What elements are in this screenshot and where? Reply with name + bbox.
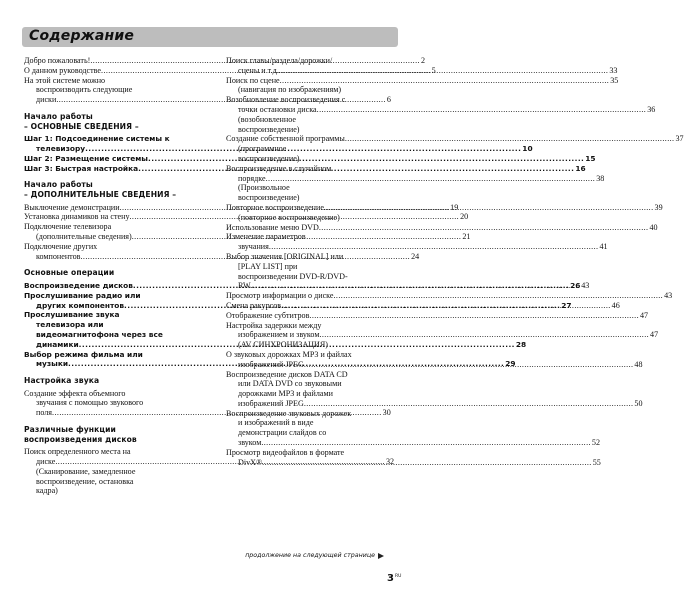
toc-page-number: 47 <box>640 310 649 320</box>
toc-entry-text: видеомагнитофона через все <box>36 329 163 339</box>
toc-page-number: 50 <box>634 398 643 408</box>
section-heading-line: воспроизведения дисков <box>24 434 137 444</box>
toc-entry-text: Прослушивание звука <box>24 310 120 320</box>
toc-entry-text: Шаг 1: Подсоединение системы к <box>24 134 170 144</box>
toc-entry-text: Изменение параметров <box>226 232 306 242</box>
section-heading-line: – ОСНОВНЫЕ СВЕДЕНИЯ – <box>24 121 139 131</box>
toc-page-number: 41 <box>599 242 608 252</box>
toc-entry-text: Воспроизведение в случайном <box>226 163 332 173</box>
toc-entry-text: Использование меню DVD <box>226 222 319 232</box>
toc-entry-text: DivX® <box>238 457 263 467</box>
toc-page-number: 37 <box>675 134 684 144</box>
toc-entry-text: демонстрации слайдов со <box>238 428 327 438</box>
toc-page-number: 20 <box>460 212 469 222</box>
toc-entry-text: изображением и звуком <box>238 330 320 340</box>
toc-entry-text: изображений JPEG <box>238 359 304 369</box>
toc-entry-text: сцены и т.д. <box>238 65 279 75</box>
toc-entry-text: Выключение демонстрации <box>24 202 120 212</box>
toc-leader-dots <box>334 291 664 300</box>
toc-entry-text: Просмотр видеофайлов в формате <box>226 447 345 457</box>
toc-page-number: 46 <box>611 300 620 310</box>
toc-entry[interactable] <box>226 369 643 409</box>
toc-entry-subtext: воспроизведение) <box>238 124 300 134</box>
section-heading-line: Основные операции <box>24 268 115 278</box>
toc-entry-text: телевизора или <box>36 320 104 330</box>
toc-entry-text: [PLAY LIST] при <box>238 261 298 271</box>
toc-entry-text: Выбор значения [ORIGINAL] или <box>226 251 344 261</box>
toc-page-number: 10 <box>522 143 533 153</box>
toc-page-number: 29 <box>505 359 516 369</box>
section-heading-sound <box>24 376 204 386</box>
toc-entry-text: Возобновление воспроизведения с <box>226 95 346 105</box>
toc-page-number: 47 <box>650 330 659 340</box>
toc-entry-text: Создание собственной программы <box>226 134 345 144</box>
toc-leader-dots <box>319 330 649 339</box>
toc-page-number: 35 <box>610 75 619 85</box>
toc-page-number: 16 <box>575 163 586 173</box>
toc-entry-text: Выбор режима фильма или <box>24 349 143 359</box>
toc-leader-dots <box>261 438 591 447</box>
toc-leader-dots <box>279 66 609 75</box>
arrow-right-icon <box>378 553 384 559</box>
toc-page-number: 52 <box>591 438 601 448</box>
toc-entry-text: Подключение других <box>24 241 98 251</box>
toc-leader-dots <box>309 311 639 320</box>
toc-entry[interactable] <box>226 310 649 321</box>
toc-entry-text: RW <box>238 281 251 291</box>
toc-entry-text: Шаг 2: Размещение системы <box>24 153 148 163</box>
toc-entry-subtext: воспроизведение) <box>238 153 300 163</box>
toc-leader-dots <box>281 301 611 310</box>
toc-entry-text: воспроизведении DVD-R/DVD- <box>238 271 348 281</box>
toc-entry-text: диске <box>36 457 56 467</box>
toc-entry-text: воспроизводить следующие <box>36 85 133 95</box>
toc-entry-subtext: (AV СИНХРОНИЗАЦИЯ) <box>238 340 328 350</box>
toc-entry-text: Настройка задержки между <box>226 320 322 330</box>
section-heading-line: Начало работы <box>24 180 93 190</box>
toc-page-number: 38 <box>596 173 605 183</box>
toc-entry-text: порядке <box>238 173 266 183</box>
toc-entry-text: звучания с помощью звукового <box>36 398 144 408</box>
toc-entry-text: Просмотр информации о диске <box>226 291 334 301</box>
toc-entry[interactable] <box>226 447 601 468</box>
toc-page-number: 26 <box>570 280 581 290</box>
toc-page-number: 43 <box>581 281 590 291</box>
toc-entry-text: звуком <box>238 438 262 448</box>
section-heading-advanced <box>24 180 204 199</box>
toc-page-number: 39 <box>654 202 663 212</box>
toc-entry-text: поля <box>36 408 53 418</box>
toc-entry-text: Воспроизведение звуковых дорожек <box>226 408 352 418</box>
toc-entry-text: Добро пожаловать! <box>24 56 91 65</box>
toc-page-number: 15 <box>585 153 596 163</box>
toc-page-number: 27 <box>561 300 572 310</box>
toc-page-number: 32 <box>385 457 395 467</box>
toc-entry-text: Повторное воспроизведение <box>226 202 324 212</box>
toc-entry-text: других компонентов <box>36 300 125 310</box>
toc-entry-subtext: воспроизведение) <box>238 193 300 203</box>
toc-entry-subtext: (навигация по изображениям) <box>238 85 342 95</box>
toc-leader-dots <box>304 399 634 408</box>
toc-page-number: 19 <box>450 202 459 212</box>
toc-page-number: 6 <box>386 95 391 105</box>
toc-entry-text: Поиск определенного места на <box>24 447 131 457</box>
toc-page-number: 28 <box>515 339 527 349</box>
toc-entry-text: изображений JPEG <box>238 398 304 408</box>
toc-entry-text: или DATA DVD со звуковыми <box>238 379 342 389</box>
toc-page-number: 24 <box>411 251 420 261</box>
toc-leader-dots <box>345 134 675 143</box>
toc-entry-text: Установка динамиков на стену <box>24 212 130 222</box>
toc-leader-dots <box>319 223 649 232</box>
page-number <box>387 573 401 584</box>
toc-entry-text: звучания <box>238 242 269 252</box>
toc-leader-dots <box>317 105 647 114</box>
toc-entry-text: Поиск по сцене <box>226 75 280 85</box>
toc-entry[interactable] <box>226 75 619 96</box>
toc-leader-dots <box>324 203 654 212</box>
toc-entry[interactable] <box>226 222 658 233</box>
toc-entry[interactable] <box>226 56 618 76</box>
toc-entry[interactable] <box>226 291 673 301</box>
toc-page-number: 55 <box>592 457 601 467</box>
toc-entry[interactable] <box>226 95 656 134</box>
toc-page-number: 30 <box>382 408 391 418</box>
toc-entry-text: Отображение субтитров <box>226 310 310 320</box>
toc-page-number: 43 <box>664 291 673 301</box>
section-heading-basic <box>24 112 204 131</box>
toc-entry-text: Создание эффекта объемного <box>24 388 126 398</box>
toc-entry-subtext: кадра) <box>36 486 58 496</box>
toc-entry-text: дорожками MP3 и файлами <box>238 389 333 399</box>
toc-entry-text: Воспроизведение дисков DATA CD <box>226 369 348 379</box>
toc-entry-text: О звуковых дорожках MP3 и файлах <box>226 349 352 359</box>
toc-entry-text: Воспроизведение дисков <box>24 280 133 290</box>
toc-page-number: 48 <box>634 359 643 369</box>
toc-entry[interactable] <box>226 408 601 448</box>
toc-page-number: 40 <box>649 222 658 232</box>
toc-page-number: 36 <box>647 104 656 114</box>
toc-page-number: 21 <box>462 231 471 241</box>
toc-entry-text: На этой системе можно <box>24 75 106 85</box>
toc-entry-text: телевизору <box>36 143 86 153</box>
section-heading-line: – ДОПОЛНИТЕЛЬНЫЕ СВЕДЕНИЯ – <box>24 189 177 199</box>
toc-entry-text: компонентов <box>36 251 81 261</box>
toc-entry-subtext: (программное <box>238 144 287 154</box>
contents-title: Содержание <box>29 28 135 44</box>
toc-entry-subtext: (Сканирование, замедленное <box>36 466 136 476</box>
toc-leader-dots <box>280 76 610 85</box>
section-heading-line: Начало работы <box>24 111 93 121</box>
toc-entry-subtext: воспроизведение, остановка <box>36 476 134 486</box>
toc-entry-text: Подключение телевизора <box>24 222 112 232</box>
toc-page-number: 33 <box>609 65 618 75</box>
section-heading-misc <box>24 425 204 444</box>
toc-entry-text: Поиск главы/раздела/дорожки/ <box>226 56 333 65</box>
section-heading-line: Настройка звука <box>24 376 100 386</box>
continued-note: продолжение на следующей странице <box>245 552 375 559</box>
contents-header <box>22 27 398 47</box>
toc-page-number: 2 <box>420 56 425 65</box>
toc-entry-text: диски <box>36 95 57 105</box>
toc-leader-dots <box>266 174 596 183</box>
toc-entry-text: точки остановки диска <box>238 104 317 114</box>
toc-entry-text: Прослушивание радио или <box>24 290 141 300</box>
toc-entry-text: (дополнительные сведения) <box>36 231 132 241</box>
toc-entry-text: динамики <box>36 339 79 349</box>
toc-leader-dots <box>269 242 599 251</box>
toc-leader-dots <box>251 281 581 290</box>
section-heading-operations <box>24 268 204 278</box>
section-heading-line: Различные функции <box>24 425 116 435</box>
toc-leader-dots <box>304 360 634 369</box>
page-region-code: RU <box>394 574 402 579</box>
toc-entry-subtext: (возобновленное <box>238 114 296 124</box>
toc-entry-text: Шаг 3: Быстрая настройка <box>24 163 139 173</box>
toc-leader-dots <box>262 458 592 467</box>
toc-entry-text: О данном руководстве <box>24 65 102 75</box>
toc-page-number: 5 <box>431 65 436 75</box>
toc-entry-subtext: (Произвольное <box>238 183 290 193</box>
page-number-value: 3 <box>387 573 394 584</box>
toc-entry-text: музыки <box>36 359 69 369</box>
toc-entry-subtext: (повторное воспроизведение) <box>238 212 340 222</box>
toc-entry-text: и изображений в виде <box>238 418 314 428</box>
toc-entry-text: Смена ракурсов <box>226 300 282 310</box>
